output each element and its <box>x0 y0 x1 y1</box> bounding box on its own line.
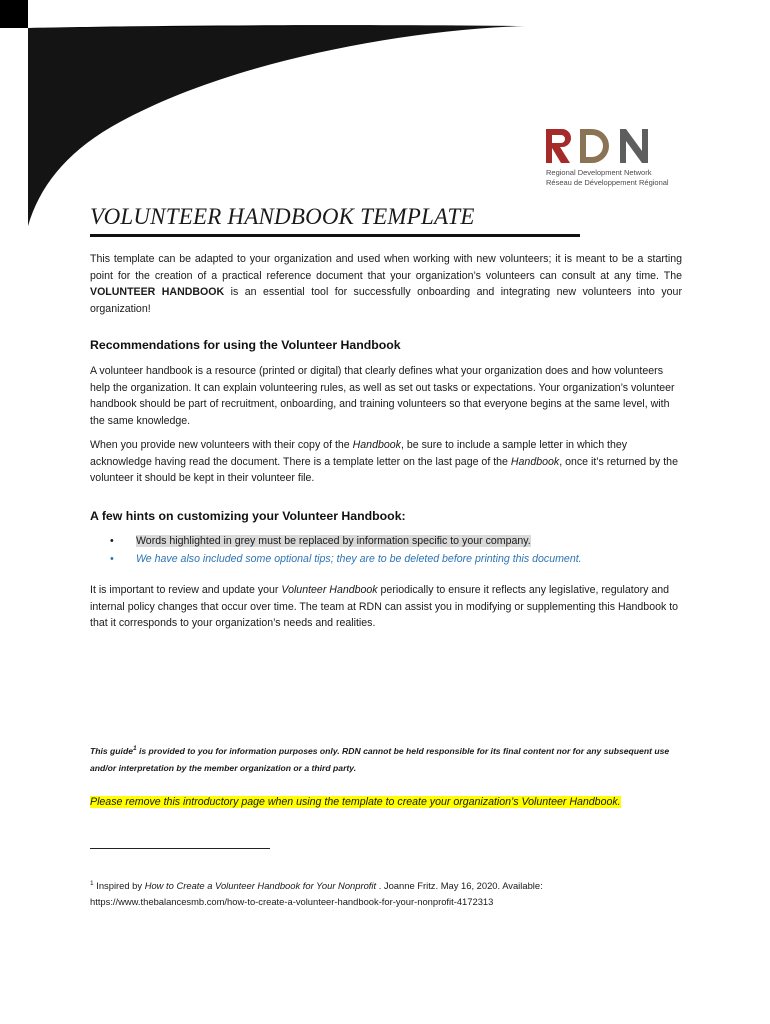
rdn-logo <box>544 127 669 189</box>
bullet-icon: • <box>110 553 114 565</box>
hint-bullet-grey: • Words highlighted in grey must be replaced by information specific to your company. <box>110 533 531 550</box>
footnote-url[interactable]: https://www.thebalancesmb.com/how-to-create-a-volunteer-handbook-for-your-nonprofit-4172313 <box>90 895 494 907</box>
recommendations-paragraph-2: When you provide new volunteers with their copy of the Handbook, be sure to include a sample letter in which they acknowledge having read the document. There is a template letter on the last page of the Handbook, once it’s returned by the volunteer it should be kept in their volunteer file. <box>90 439 678 485</box>
document-title: VOLUNTEER HANDBOOK TEMPLATE <box>90 204 475 229</box>
disclaimer: This guide$^1$ is provided to you for information purposes only. RDN cannot be held responsible for its final content nor for any subsequent use and/or interpretation by the member organization or a third party. <box>90 745 670 773</box>
section-heading-recommendations: Recommendations for using the Volunteer Handbook <box>90 338 401 352</box>
decorative-swoosh <box>0 0 530 230</box>
logo-line-1: Regional Development Network <box>546 168 652 177</box>
logo-line-2: Réseau de Développement Régional <box>546 178 669 187</box>
review-paragraph: It is important to review and update your Volunteer Handbook periodically to ensure it reflects any legislative, regulatory and internal policy changes that occur over time. The team at RDN can assist you in modifying or supplementing this Handbook to that it corresponds to your organization’s needs and realities. <box>90 584 679 630</box>
remove-page-note: Please remove this introductory page when using the template to create your organization’s Volunteer Handbook. <box>90 796 621 808</box>
recommendations-paragraph-1: A volunteer handbook is a resource (printed or digital) that clearly defines what your organization does and how volunteers help the organization. It can explain volunteering rules, as well as set out tasks or expectations. Your organization’s volunteer handbook should be part of recruitment, onboarding, and training volunteers so that everyone begins at the same level, with the same knowledge. <box>90 365 675 427</box>
footnote: $^1$ Inspired by How to Create a Volunteer Handbook for Your Nonprofit . Joanne Fritz. May 16, 2020. Available: https://www.thebalancesmb.com/how-to-create-a-volunteer-handbook-for-your-nonprofit-4172313 <box>90 879 543 907</box>
footnote-separator <box>90 848 270 849</box>
intro-paragraph: This template can be adapted to your organization and used when working with new volunteers; it is meant to be a starting point for the creation of a practical reference document that your organization’s volunteers can consult at any time. The VOLUNTEER HANDBOOK is an essential tool for successfully onboarding and integrating new volunteers into your organization! <box>90 253 682 315</box>
bullet-icon: • <box>110 535 114 547</box>
volunteer-handbook-bold: VOLUNTEER HANDBOOK <box>90 286 225 299</box>
title-underline <box>90 234 580 237</box>
hint-bullet-optional: • We have also included some optional tips; they are to be deleted before printing this document. <box>110 551 582 568</box>
section-heading-hints: A few hints on customizing your Volunteer Handbook: <box>90 509 406 523</box>
